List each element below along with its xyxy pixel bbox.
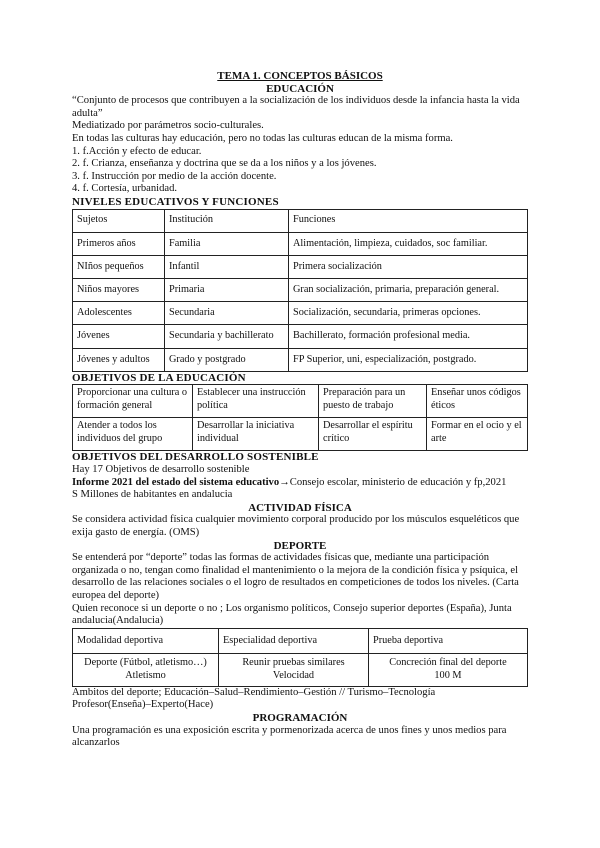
table-cell	[369, 653, 528, 686]
deporte-text: Se entenderá por “deporte” todas las formas de actividades físicas que, mediante una participación organizada o no, tengan como finalidad el mantenimiento o la mejora de la condición física y psíquica, el desarrollo de las relaciones sociales o el logro de resultados en competiciones de todos los niveles. (Carta europea del deporte)	[72, 552, 519, 601]
cell-line: Atletismo	[125, 669, 166, 681]
table-cell: Jóvenes	[73, 325, 165, 348]
table-header-cell: Especialidad deportiva	[219, 628, 369, 653]
table-cell: Proporcionar una cultura o formación general	[73, 385, 193, 418]
table-cell: Socialización, secundaria, primeras opciones.	[289, 302, 528, 325]
table-cell: NIños pequeños	[73, 255, 165, 278]
table-header-cell: Funciones	[289, 209, 528, 232]
ods-line: Hay 17 Objetivos de desarrollo sostenible	[72, 464, 250, 476]
table-cell: Establecer una instrucción política	[193, 385, 319, 418]
table-cell: Infantil	[165, 255, 289, 278]
cell-line: 100 M	[434, 669, 462, 681]
table-cell: Formar en el ocio y el arte	[427, 418, 528, 451]
educacion-body	[72, 95, 528, 196]
table-cell: Alimentación, limpieza, cuidados, soc familiar.	[289, 232, 528, 255]
table-cell: Desarrollar la iniciativa individual	[193, 418, 319, 451]
table-cell: Desarrollar el espíritu crítico	[319, 418, 427, 451]
table-cell: Grado y postgrado	[165, 348, 289, 371]
profesor-line: Profesor(Enseña)–Experto(Hace)	[72, 699, 214, 711]
deporte-heading: DEPORTE	[273, 539, 327, 552]
ods-heading: OBJETIVOS DEL DESARROLLO SOSTENIBLE	[72, 451, 319, 464]
ambitos-line: Ambitos del deporte; Educación–Salud–Rendimiento–Gestión // Turismo–Tecnología	[72, 686, 436, 698]
educacion-line: 4. f. Cortesía, urbanidad.	[72, 183, 178, 195]
cell-line: Velocidad	[272, 669, 315, 681]
table-cell: Preparación para un puesto de trabajo	[319, 385, 427, 418]
programacion-heading: PROGRAMACIÓN	[252, 711, 348, 724]
table-row	[73, 325, 528, 348]
educacion-line: En todas las culturas hay educación, pero no todas las culturas educan de la misma forma.	[72, 132, 453, 144]
informe-source: →Consejo escolar, ministerio de educación y fp,2021	[279, 476, 507, 488]
table-header-cell: Prueba deportiva	[369, 628, 528, 653]
table-row	[73, 279, 528, 302]
table-cell: Primaria	[165, 279, 289, 302]
table-cell: FP Superior, uni, especialización, postgrado.	[289, 348, 528, 371]
table-cell: Bachillerato, formación profesional media.	[289, 325, 528, 348]
table-cell: Secundaria	[165, 302, 289, 325]
cell-line: Deporte (Fútbol, atletismo…)	[84, 657, 207, 669]
cell-line: Reunir pruebas similares	[242, 657, 345, 669]
programacion-text: Una programación es una exposición escrita y pormenorizada acerca de unos fines y unos medios para alcanzarlos	[72, 724, 507, 749]
table-cell: Primeros años	[73, 232, 165, 255]
informe-title: Informe 2021 del estado del sistema educativo	[72, 476, 280, 488]
table-row	[73, 255, 528, 278]
table-header-cell: Sujetos	[73, 209, 165, 232]
table-header-cell: Modalidad deportiva	[73, 628, 219, 653]
educacion-line: 3. f. Instrucción por medio de la acción docente.	[72, 170, 277, 182]
objetivos-heading: OBJETIVOS DE LA EDUCACIÓN	[72, 371, 246, 384]
table-cell: Adolescentes	[73, 302, 165, 325]
table-row	[73, 385, 528, 418]
deporte-table	[72, 628, 528, 687]
table-header-row	[73, 209, 528, 232]
niveles-heading: NIVELES EDUCATIVOS Y FUNCIONES	[72, 195, 279, 208]
table-cell: Niños mayores	[73, 279, 165, 302]
educacion-line: 2. f. Crianza, enseñanza y doctrina que se da a los niños y a los jóvenes.	[72, 158, 377, 170]
educacion-line: “Conjunto de procesos que contribuyen a la socialización de los individuos desde la infancia hasta la vida adulta”	[72, 95, 520, 119]
table-cell: Familia	[165, 232, 289, 255]
table-cell: Primera socialización	[289, 255, 528, 278]
table-header-cell: Institución	[165, 209, 289, 232]
objetivos-table	[72, 384, 528, 451]
document-title: TEMA 1. CONCEPTOS BÁSICOS	[217, 70, 383, 82]
table-row	[73, 653, 528, 686]
ods-line: S Millones de habitantes en andalucia	[72, 489, 233, 501]
educacion-heading: EDUCACIÓN	[266, 82, 334, 95]
table-row	[73, 418, 528, 451]
cell-line: Concreción final del deporte	[389, 657, 507, 669]
table-cell: Enseñar unos códigos éticos	[427, 385, 528, 418]
table-row	[73, 232, 528, 255]
educacion-line: 1. f.Acción y efecto de educar.	[72, 145, 202, 157]
table-row	[73, 348, 528, 371]
informe-line	[72, 477, 528, 490]
table-cell: Secundaria y bachillerato	[165, 325, 289, 348]
deporte-reconoce: Quien reconoce si un deporte o no ; Los organismo políticos, Consejo superior deportes (España), Junta andalucia(Andalucia)	[72, 602, 512, 627]
actividad-text: Se considera actividad física cualquier movimiento corporal producido por los músculos esqueléticos que exija gasto de energía. (OMS)	[72, 514, 520, 538]
table-cell: Atender a todos los individuos del grupo	[73, 418, 193, 451]
niveles-table	[72, 209, 528, 372]
actividad-heading: ACTIVIDAD FÍSICA	[248, 501, 352, 514]
table-cell	[73, 653, 219, 686]
educacion-line: Mediatizado por parámetros socio-culturales.	[72, 120, 264, 132]
table-header-row	[73, 628, 528, 653]
table-cell	[219, 653, 369, 686]
table-row	[73, 302, 528, 325]
document-content	[72, 70, 528, 750]
table-cell: Gran socialización, primaria, preparación general.	[289, 279, 528, 302]
table-cell: Jóvenes y adultos	[73, 348, 165, 371]
